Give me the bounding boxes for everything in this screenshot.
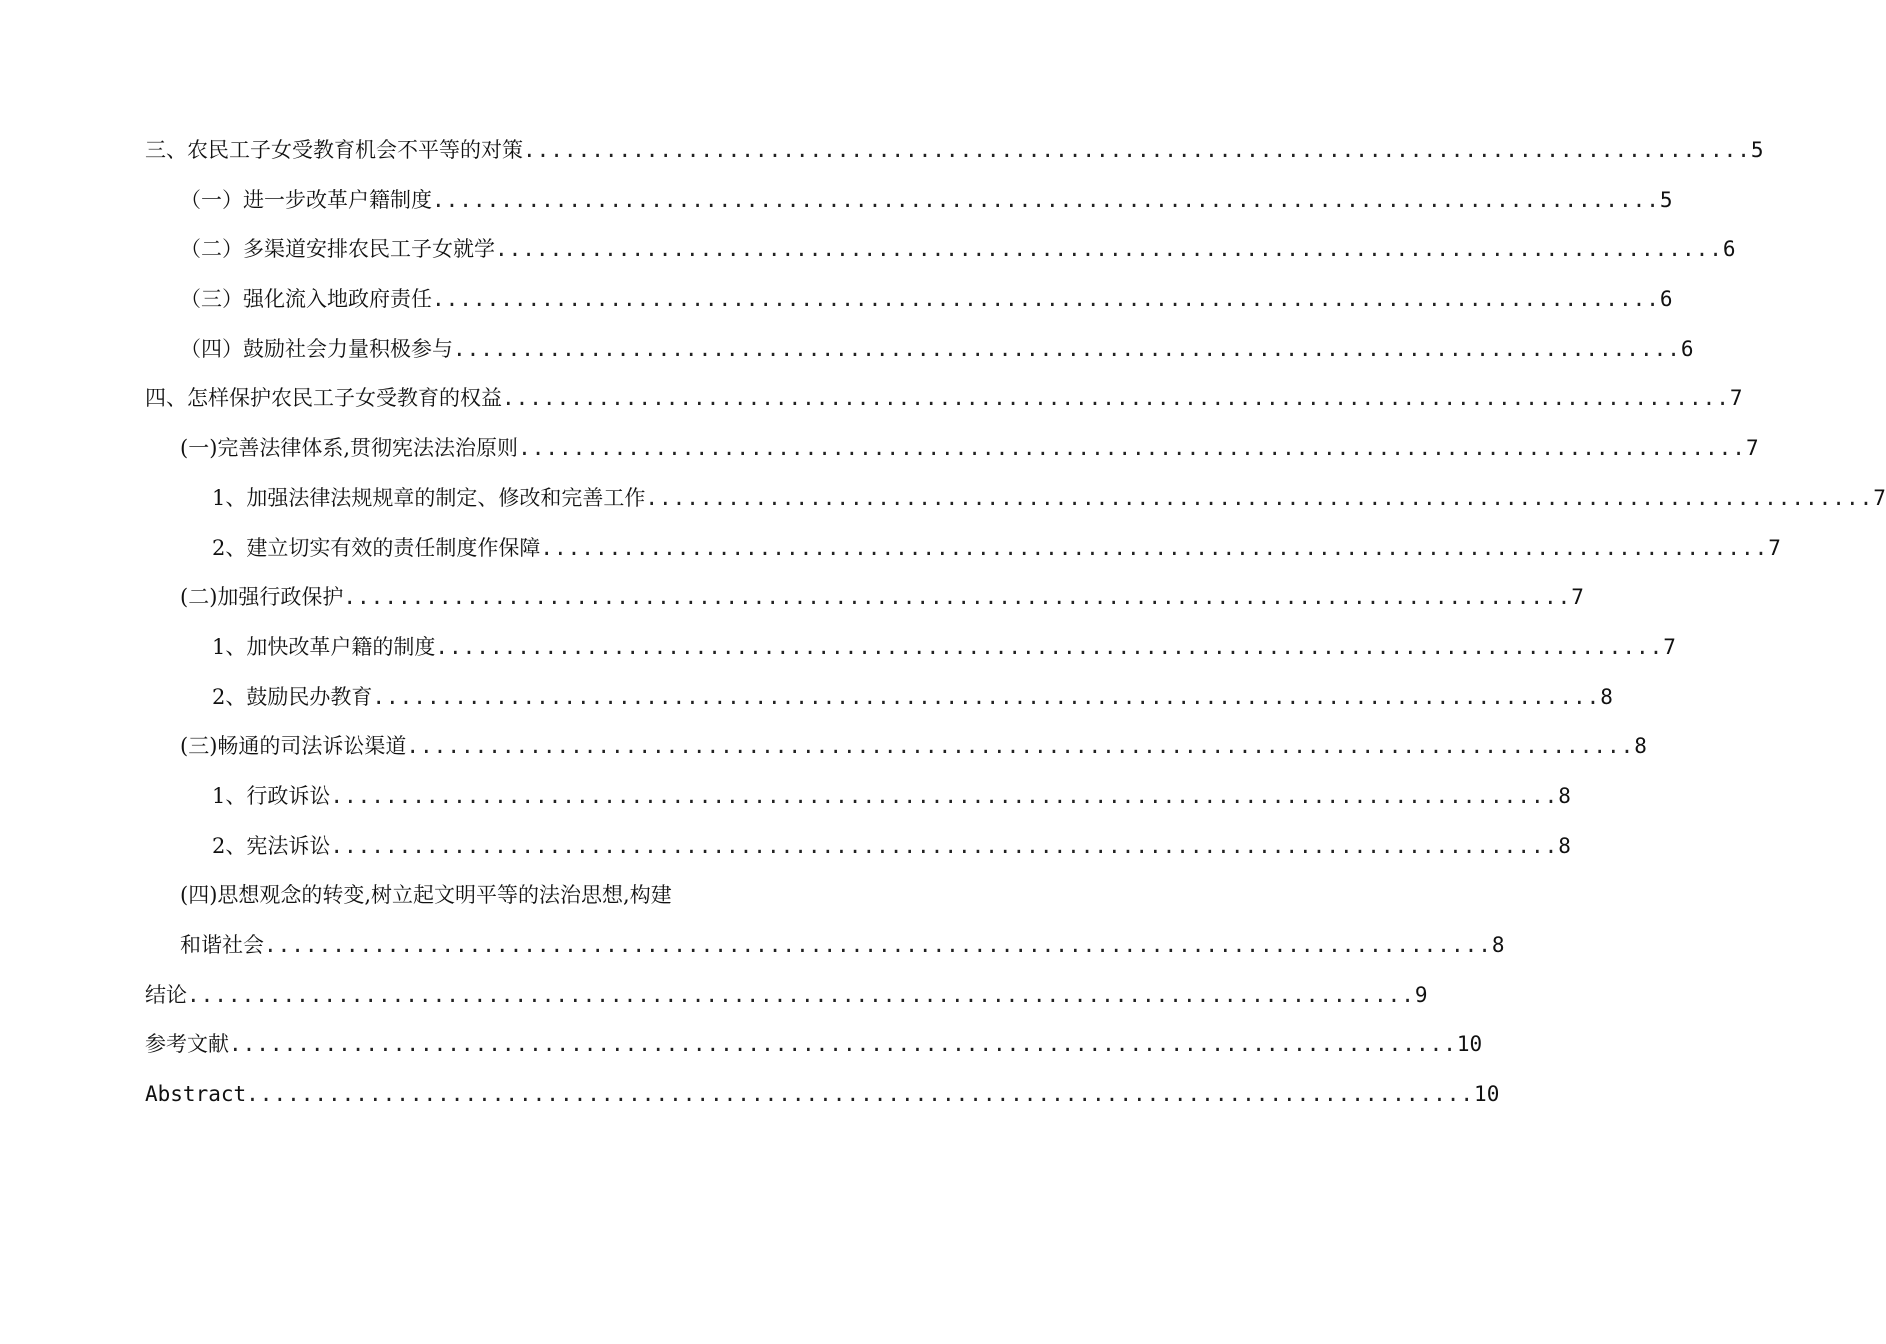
toc-entry[interactable]	[180, 176, 1673, 226]
toc-line	[0, 673, 1613, 723]
toc-line	[0, 722, 1647, 772]
dot-leader: ..........................................................................................	[432, 287, 1660, 312]
toc-entry-title: 多渠道安排农民工子女就学	[243, 237, 495, 262]
dot-leader: ..........................................................................................	[453, 336, 1681, 361]
toc-line	[0, 225, 1736, 275]
toc-line	[0, 871, 950, 921]
toc-entry[interactable]	[212, 822, 1571, 872]
toc-entry-title: (四)思想观念的转变,树立起文明平等的法治思想,构建	[180, 883, 672, 908]
toc-entry-title: 1、加强法律法规规章的制定、修改和完善工作	[212, 485, 646, 510]
table-of-contents	[0, 126, 1886, 1120]
toc-page-number: 5	[1659, 187, 1673, 212]
dot-leader: ..........................................................................................	[246, 1082, 1475, 1107]
dot-leader: ..........................................................................................	[343, 585, 1572, 610]
toc-page-number: 10	[1474, 1082, 1500, 1107]
toc-line	[0, 772, 1571, 822]
toc-page-number: 7	[1873, 485, 1886, 510]
dot-leader: ..........................................................................................	[495, 237, 1723, 262]
dot-leader: ..........................................................................................	[330, 783, 1559, 808]
toc-entry-title: 2、建立切实有效的责任制度作保障	[212, 535, 541, 560]
toc-line	[0, 275, 1673, 325]
toc-entry[interactable]	[212, 772, 1571, 822]
toc-page-number: 8	[1558, 833, 1571, 858]
toc-entry-title: Abstract	[145, 1082, 247, 1107]
toc-entry[interactable]	[212, 524, 1781, 574]
toc-page-number: 7	[1745, 436, 1759, 461]
toc-entry-prefix: （三）	[180, 287, 243, 312]
dot-leader: ..........................................................................................	[432, 187, 1660, 212]
toc-entry-title: 2、鼓励民办教育	[212, 684, 373, 709]
dot-leader: ..........................................................................................	[372, 684, 1601, 709]
toc-entry[interactable]	[180, 325, 1694, 375]
toc-entry-title: 三、农民工子女受教育机会不平等的对策	[145, 138, 523, 162]
toc-entry-title: (一)完善法律体系,贯彻宪法法治原则	[180, 436, 519, 461]
toc-line	[0, 126, 1764, 176]
toc-entry-title: 参考文献	[145, 1032, 229, 1057]
toc-page-number: 8	[1558, 783, 1571, 808]
dot-leader: ..........................................................................................	[330, 833, 1559, 858]
toc-line	[0, 573, 1584, 623]
toc-entry[interactable]	[212, 474, 1886, 524]
toc-entry[interactable]	[212, 623, 1676, 673]
toc-page-number: 6	[1680, 336, 1694, 361]
toc-line	[0, 921, 1505, 971]
toc-entry-title: 四、怎样保护农民工子女受教育的权益	[145, 386, 502, 411]
toc-entry[interactable]	[145, 126, 1764, 176]
toc-entry[interactable]	[180, 921, 1505, 971]
toc-entry[interactable]	[180, 275, 1673, 325]
dot-leader: ..........................................................................................	[264, 933, 1492, 957]
toc-page-number: 6	[1659, 287, 1673, 312]
toc-line	[0, 325, 1694, 375]
toc-entry[interactable]	[145, 374, 1743, 424]
toc-entry[interactable]	[180, 722, 1647, 772]
toc-page-number: 7	[1571, 585, 1584, 610]
dot-leader: ..........................................................................................	[406, 734, 1635, 759]
toc-line	[0, 176, 1673, 226]
toc-line	[0, 374, 1743, 424]
toc-entry[interactable]	[145, 971, 1428, 1021]
toc-entry-wrapped-heading[interactable]	[180, 871, 672, 921]
toc-line	[0, 971, 1428, 1021]
toc-entry-title: 和谐社会	[180, 933, 264, 957]
toc-entry-title: 进一步改革户籍制度	[243, 187, 432, 212]
toc-entry-title: 2、宪法诉讼	[212, 833, 331, 858]
toc-page-number: 8	[1491, 933, 1505, 957]
toc-entry-title: 1、加快改革户籍的制度	[212, 634, 436, 659]
toc-entry-title: (二)加强行政保护	[180, 585, 344, 610]
dot-leader: ..........................................................................................	[645, 485, 1874, 510]
dot-leader: ..........................................................................................	[518, 436, 1746, 461]
toc-entry-title: 1、行政诉讼	[212, 783, 331, 808]
toc-entry-prefix: （一）	[180, 187, 243, 212]
toc-page-number: 8	[1634, 734, 1647, 759]
toc-line	[0, 474, 1886, 524]
toc-line	[0, 623, 1676, 673]
toc-line	[0, 822, 1571, 872]
toc-page-number: 6	[1722, 237, 1736, 262]
toc-entry[interactable]	[180, 225, 1736, 275]
toc-page-number: 9	[1414, 982, 1428, 1007]
toc-page-number: 5	[1750, 138, 1764, 162]
toc-entry[interactable]	[145, 1020, 1483, 1070]
dot-leader: ..........................................................................................	[435, 634, 1664, 659]
dot-leader: ..........................................................................................	[229, 1032, 1457, 1057]
toc-page-number: 10	[1456, 1032, 1483, 1057]
toc-entry-title: 强化流入地政府责任	[243, 287, 432, 312]
toc-entry-title: (三)畅通的司法诉讼渠道	[180, 734, 407, 759]
dot-leader: ..........................................................................................	[502, 386, 1730, 411]
toc-entry-title: 结论	[145, 982, 187, 1007]
toc-line	[0, 424, 1759, 474]
toc-entry-title: 鼓励社会力量积极参与	[243, 336, 453, 361]
toc-entry-prefix: （四）	[180, 336, 243, 361]
toc-line	[0, 524, 1781, 574]
dot-leader: ..........................................................................................	[523, 138, 1751, 162]
toc-entry[interactable]	[180, 573, 1584, 623]
toc-entry[interactable]	[180, 424, 1759, 474]
toc-entry-prefix: （二）	[180, 237, 243, 262]
dot-leader: ..........................................................................................	[187, 982, 1415, 1007]
toc-line	[0, 1070, 1500, 1120]
toc-line	[0, 1020, 1483, 1070]
toc-page-number: 7	[1729, 386, 1743, 411]
toc-page-number: 7	[1663, 634, 1676, 659]
dot-leader: ..........................................................................................	[540, 535, 1769, 560]
toc-entry[interactable]	[145, 1070, 1500, 1120]
toc-entry[interactable]	[212, 673, 1613, 723]
toc-page-number: 7	[1768, 535, 1781, 560]
toc-page-number: 8	[1600, 684, 1613, 709]
